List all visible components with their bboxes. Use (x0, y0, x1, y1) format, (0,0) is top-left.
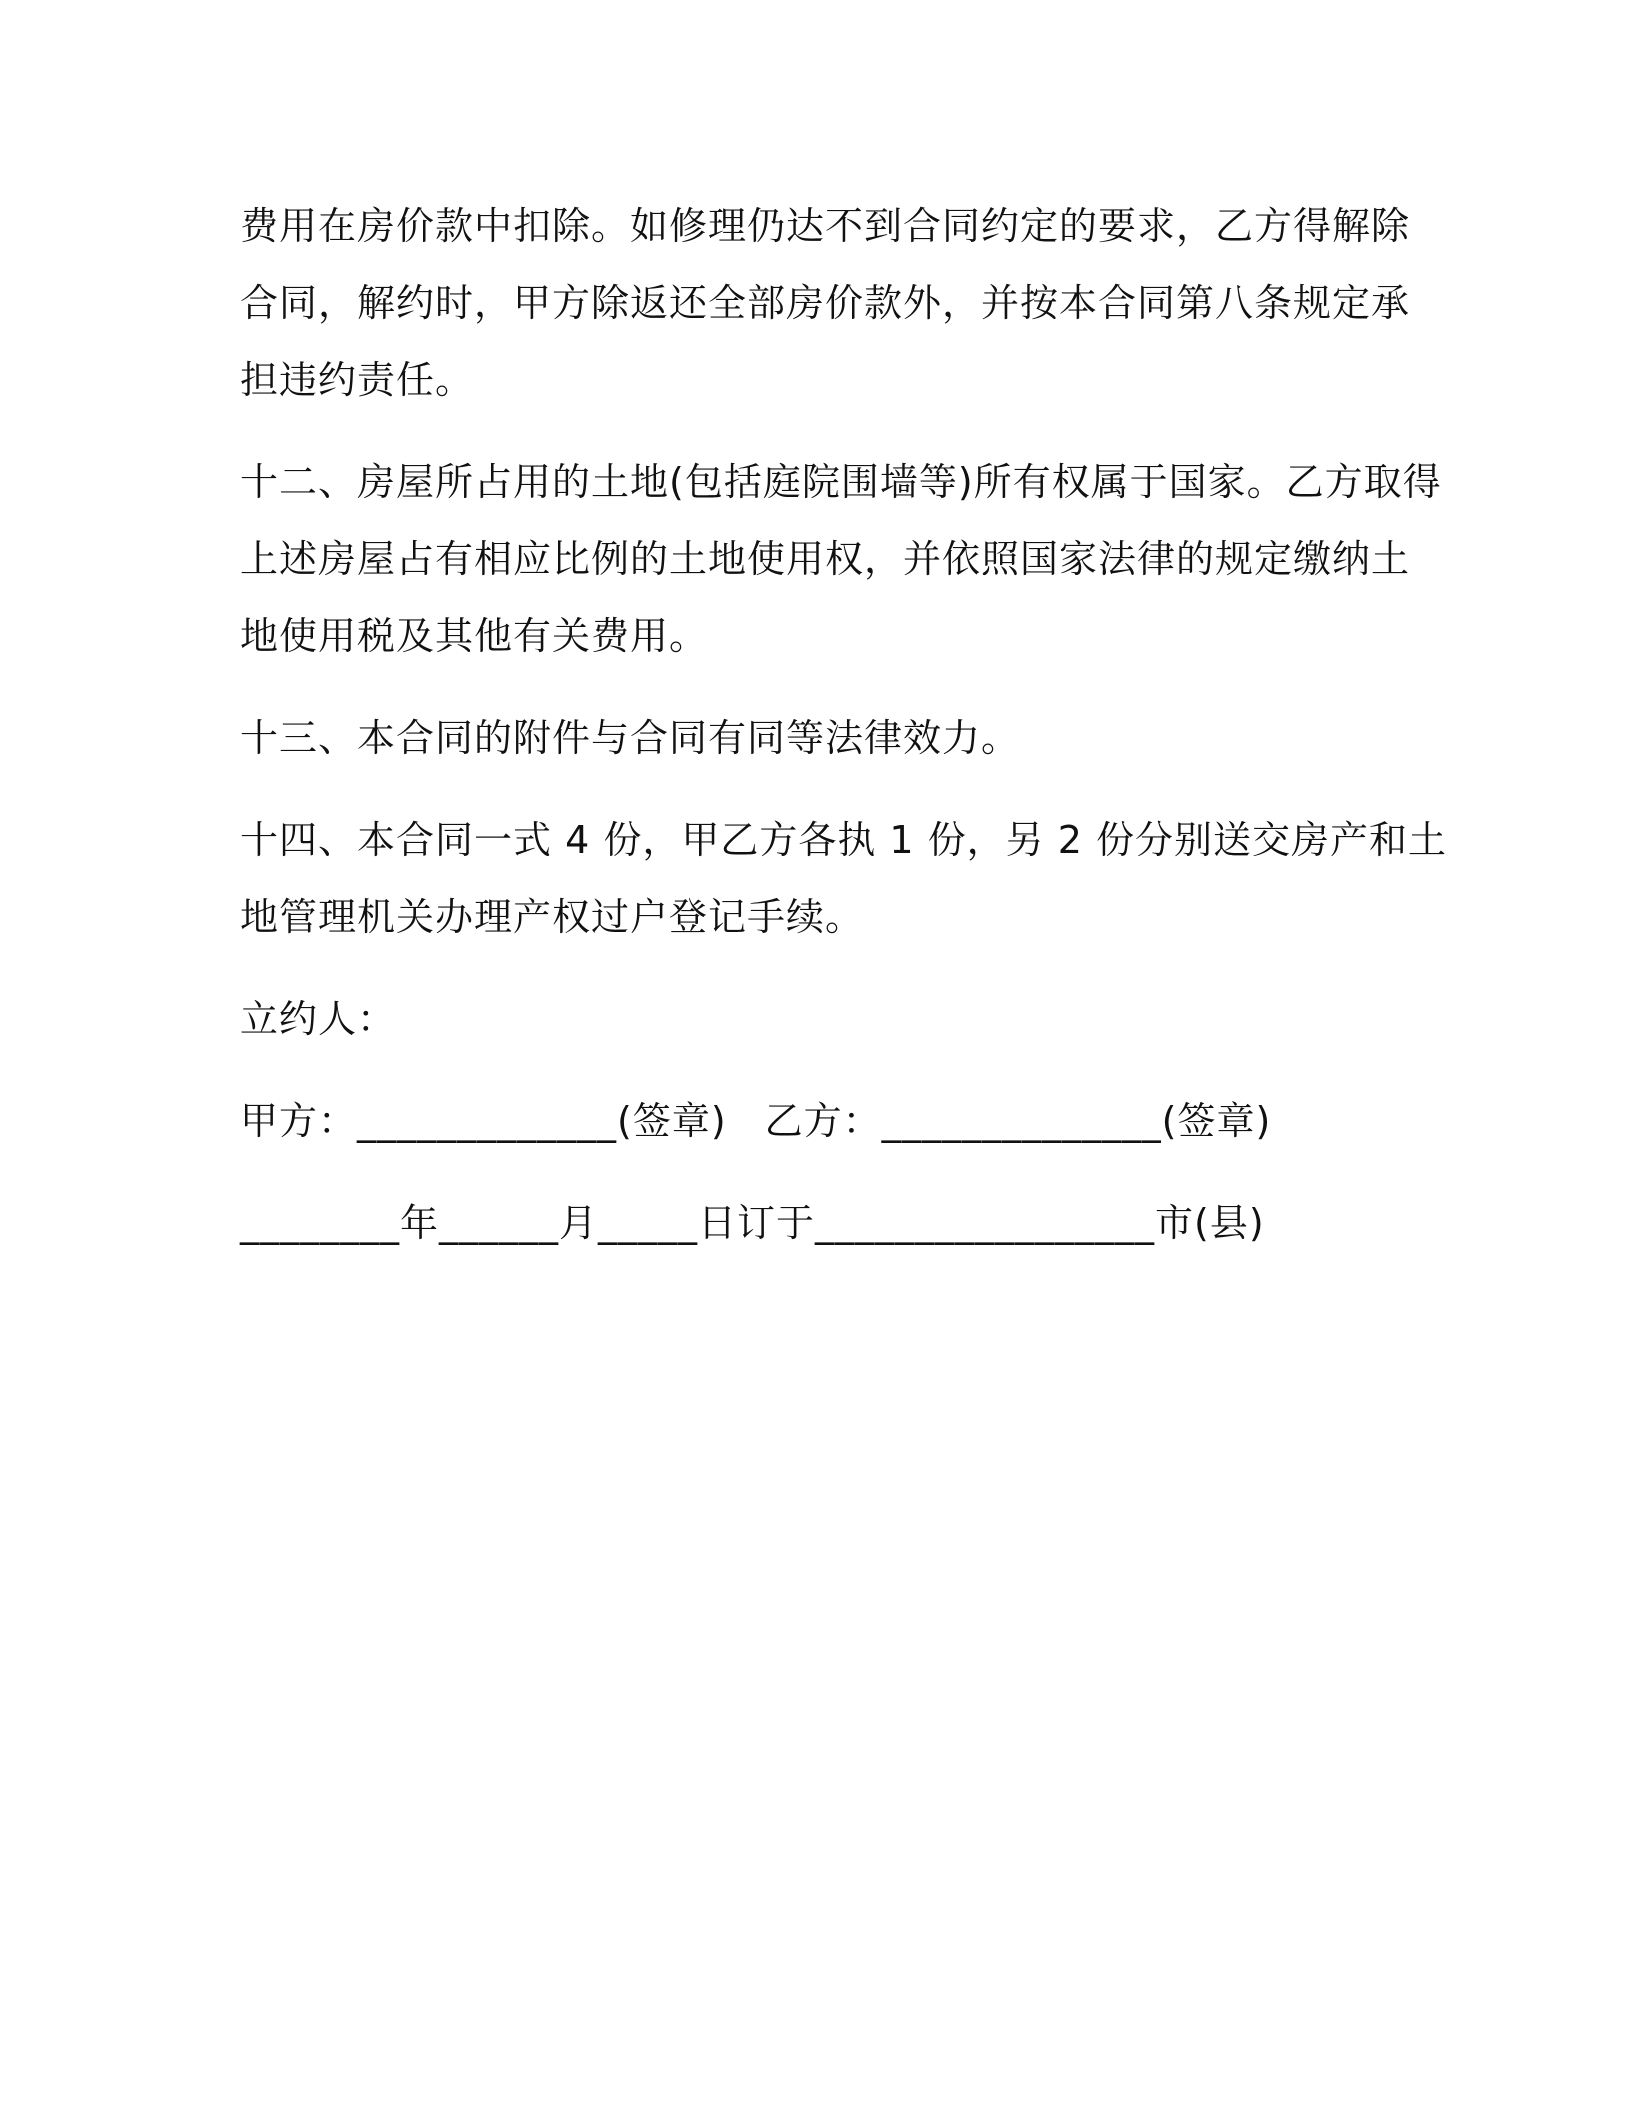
text-line: 上述房屋占有相应比例的土地使用权，并依照国家法律的规定缴纳土 (240, 537, 1411, 581)
text-line: 十三、本合同的附件与合同有同等法律效力。 (240, 716, 1021, 760)
signatory-label: 立约人： (240, 997, 397, 1041)
party-a-signature: 甲方：_____________(签章) (240, 1099, 727, 1143)
text-line: 十二、房屋所占用的土地(包括庭院围墙等)所有权属于国家。乙方取得 (240, 460, 1442, 504)
paragraph-clause-14 (240, 802, 1448, 956)
date-place-line: ________年______月_____日订于_________________市(县) (240, 1201, 1265, 1245)
text-line: 地使用税及其他有关费用。 (240, 614, 709, 658)
text-line: 合同，解约时，甲方除返还全部房价款外，并按本合同第八条规定承 (240, 281, 1411, 325)
party-b-signature: 乙方：______________(签章) (764, 1099, 1272, 1143)
paragraph-clause-13 (240, 700, 1400, 777)
document-body (240, 188, 1448, 1287)
paragraph-clause-12 (240, 444, 1442, 675)
text-line: 地管理机关办理产权过户登记手续。 (240, 895, 865, 939)
text-line: 十四、本合同一式 4 份，甲乙方各执 1 份，另 2 份分别送交房产和土 (240, 818, 1448, 862)
paragraph-repair-clause (240, 188, 1411, 419)
text-line: 费用在房价款中扣除。如修理仍达不到合同约定的要求，乙方得解除 (240, 204, 1411, 248)
party-signature-line (240, 1083, 1400, 1160)
text-line: 担违约责任。 (240, 358, 475, 402)
